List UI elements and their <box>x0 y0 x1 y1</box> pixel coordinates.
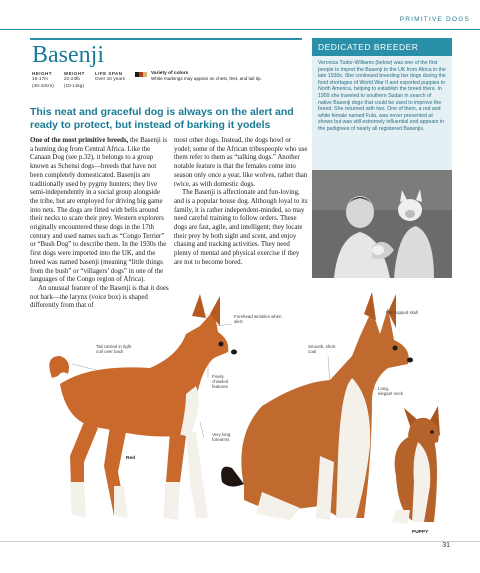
fact-life-span <box>95 71 125 90</box>
section-label: PRIMITIVE DOGS <box>399 16 470 23</box>
callout-red: Red <box>126 456 136 461</box>
sidebar-box <box>312 38 452 190</box>
fact-value: 16-17in <box>32 77 49 82</box>
colors-note: White markings may appear on chest, feet, and tail tip. <box>151 76 262 81</box>
fact-height <box>32 71 54 90</box>
fact-label: HEIGHT <box>32 71 53 76</box>
callout-puppy: PUPPY <box>412 530 429 535</box>
breed-title: Basenji <box>32 42 104 68</box>
callout-skull: Flat-topped skull <box>386 310 419 315</box>
running-header <box>0 14 480 30</box>
callout-forearms: Very long forearms <box>212 432 231 443</box>
body-column-1 <box>30 137 170 311</box>
paragraph-text: most other dogs. Instead, the dogs howl or yodel; some of the African tribespeople who use them refer to them as “talking dogs.” Another notable feature is that the females come into season only once a year, like wolves, rather than twice, as with domestic dogs. <box>174 137 308 188</box>
fact-label: WEIGHT <box>63 71 85 76</box>
fact-value: 22-24lb <box>63 77 80 82</box>
fact-label: LIFE SPAN <box>94 71 123 76</box>
sidebar-text: Veronica Tudor-Williams (below) was one of the first people to import the Basenji to the UK from Africa in the late 1930s. She continued breeding her dogs during the food shortages of World War II and exported puppies to North America, helping to establish the breed there. In 1959 she traveled to southern Sudan in search of native Basenji dogs that could be used to improve the breed. She returned with two. One of them, a red and white female named Fula, was never presented at shows but was still extremely influential and appears in the pedigrees of nearly all registered Basenjis. <box>318 60 446 132</box>
fact-weight <box>64 71 85 90</box>
body-column-2 <box>174 137 308 268</box>
lead-in: One of the most primitive breeds, <box>30 137 129 144</box>
paragraph-text: The Basenji is affectionate and fun-loving, and is a popular house dog. Although loyal to its family, it is rather independent-minded, so may need careful training to follow orders. These dogs are fast, agile, and intelligent; they locate their prey by both sight and scent, and enjoy chasing and tracking activities. They need plenty of mental and physical exercise if they are not to become bored. <box>174 189 308 266</box>
fact-value: (10-11kg) <box>63 84 85 89</box>
fact-value: Over 10 years <box>94 77 125 82</box>
colors-title: Variety of colors <box>151 71 189 76</box>
lead-paragraph: This neat and graceful dog is always on the alert and ready to protect, but instead of barking it yodels <box>30 106 294 131</box>
callout-coat: Smooth, short coat <box>308 344 336 355</box>
callout-forehead: Forehead wrinkles when alert <box>234 314 282 325</box>
body-paragraph <box>30 137 170 285</box>
body-paragraph <box>174 137 308 189</box>
breeder-photo <box>312 170 452 278</box>
callout-chiseled: Finely chiseled features <box>212 374 229 390</box>
red-basenji-icon <box>49 294 237 520</box>
paragraph-text: An unusual feature of the Basenji is that it does not bark—the larynx (voice box) is shaped differently from that of <box>30 284 169 310</box>
puppy-basenji-icon <box>392 406 440 524</box>
breed-facts <box>32 71 302 90</box>
fact-value: (40-43cm) <box>32 84 54 89</box>
body-paragraph <box>174 189 308 267</box>
breeder-photo-icon <box>312 170 452 278</box>
page-number: 31 <box>442 542 450 549</box>
paragraph-text: the Basenji is a hunting dog from Central Africa. Like the Canaan Dog (see p.32), it belongs to a group known as Schensi dogs—breeds that have not been completely domesticated. Basenjis are traditionally used by pygmy hunters; they live semi-independently in a social group alongside the tribe, but are employed for driving big game into nets. The dogs are fitted with bells around their necks to scare their prey. Western explorers originally encountered these dogs in the 17th century and used names such as “Congo Terrier” or “Bush Dog” to describe them. In the 1930s the first dogs were imported into the UK, and the breed was named basenji (meaning “little things from the bush” or “villagers’ dogs” in one of the languages of the Congo region of Africa). <box>30 137 168 284</box>
footer-rule <box>0 541 480 542</box>
color-swatch-icon <box>135 72 147 77</box>
callout-tail: Tail carried in tight curl over back <box>96 344 132 355</box>
fact-colors <box>135 71 262 90</box>
sidebar-heading: DEDICATED BREEDER <box>312 38 452 56</box>
sitting-basenji-icon <box>221 292 413 520</box>
dogs-illustration <box>0 286 480 541</box>
callout-neck: Long, elegant neck <box>378 386 403 397</box>
